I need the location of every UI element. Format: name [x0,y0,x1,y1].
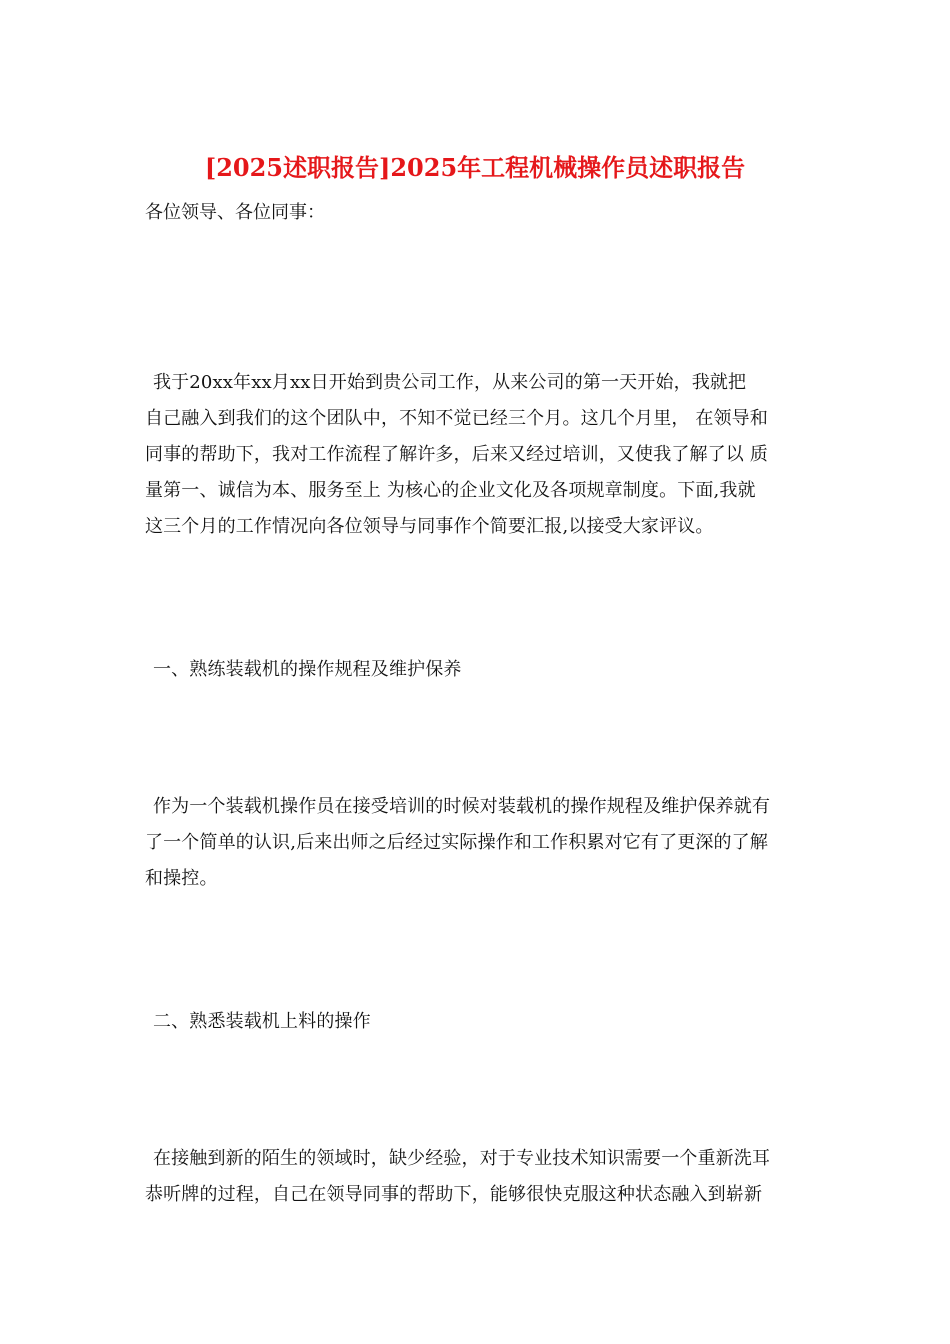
salutation: 各位领导、各位同事： [145,202,325,223]
paragraph-line: 在接触到新的陌生的领域时，缺少经验，对于专业技术知识需要一个重新洗耳 [153,1148,771,1169]
paragraph-line: 自己融入到我们的这个团队中，不知不觉已经三个月。这几个月里， 在领导和 [145,408,768,429]
paragraph-section-1 [145,789,810,897]
paragraph-intro [145,365,810,545]
section-heading-text: 一、熟练装载机的操作规程及维护保养 [153,659,462,680]
paragraph-line: 这三个月的工作情况向各位领导与同事作个简要汇报,以接受大家评议。 [145,516,714,537]
paragraph-line: 量第一、诚信为本、服务至上 为核心的企业文化及各项规章制度。下面,我就 [145,480,756,501]
paragraph-line: 作为一个装载机操作员在接受培训的时候对装载机的操作规程及维护保养就有 [153,796,771,817]
section-heading-2 [145,1004,810,1040]
paragraph-line: 我于20xx年xx月xx日开始到贵公司工作，从来公司的第一天开始，我就把 [153,372,747,393]
paragraph-section-2 [145,1141,810,1213]
section-heading-1 [145,652,810,688]
paragraph-line: 恭听牌的过程，自己在领导同事的帮助下，能够很快克服这种状态融入到崭新 [145,1184,763,1205]
document-title: [2025述职报告]2025年工程机械操作员述职报告 [204,153,746,182]
paragraph-line: 同事的帮助下，我对工作流程了解许多，后来又经过培训，又使我了解了以 质 [145,444,768,465]
paragraph-line: 了一个简单的认识,后来出师之后经过实际操作和工作积累对它有了更深的了解 [145,832,768,853]
section-heading-text: 二、熟悉装载机上料的操作 [153,1011,371,1032]
paragraph-line: 和操控。 [145,868,218,889]
